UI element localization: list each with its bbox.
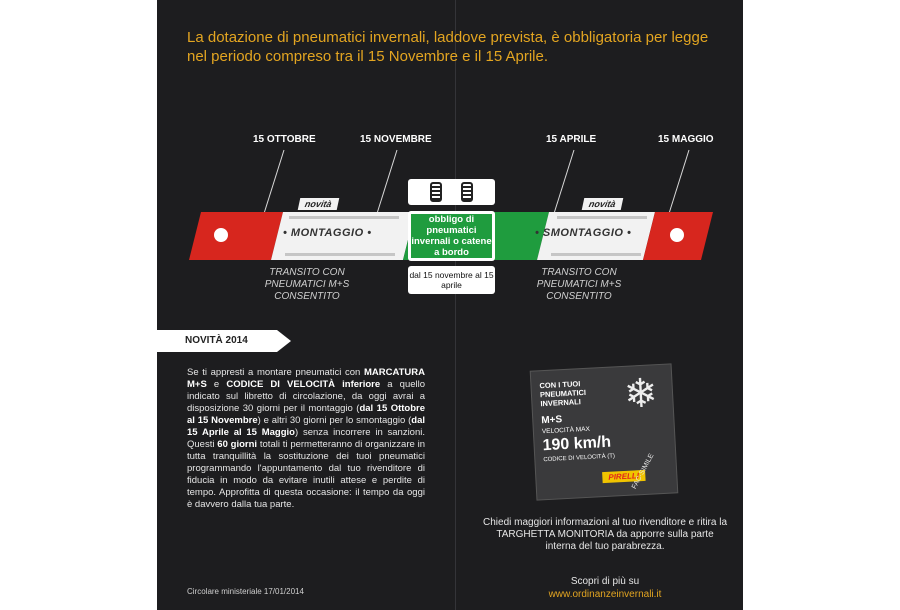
scopri-text: Scopri di più su — [570, 576, 640, 587]
date-15-aprile: 15 APRILE — [546, 134, 597, 145]
obligation-box — [408, 211, 495, 261]
obligation-text: obbligo di pneumatici invernali o catene a bordo — [411, 214, 492, 258]
pirelli-logo: PIRELLI — [602, 470, 645, 483]
pirelli-speed-card — [531, 364, 678, 499]
date-15-maggio: 15 MAGGIO — [658, 134, 714, 145]
date-15-novembre: 15 NOVEMBRE — [360, 134, 432, 145]
montaggio-label: • MONTAGGIO • — [283, 227, 372, 239]
card-velocita: VELOCITÀ MAX — [541, 425, 591, 436]
snowflake-icon: ❄ — [622, 371, 659, 417]
website-link[interactable]: www.ordinanzeinvernali.it — [548, 589, 662, 600]
card-codice: CODICE DI VELOCITÀ (T) — [543, 453, 616, 464]
no-transit-sign-left-icon — [209, 223, 233, 247]
tyres-chains-icon — [408, 179, 495, 205]
smontaggio-label: • SMONTAGGIO • — [535, 227, 632, 239]
card-top-text: CON I TUOI PNEUMATICI INVERNALI — [539, 379, 587, 409]
novita-2014-header: NOVITÀ 2014 — [157, 330, 277, 352]
obligation-period: dal 15 novembre al 15 aprile — [408, 266, 495, 294]
fac-simile-label: FAC-SIMILE — [631, 452, 656, 491]
card-speed: 190 km/h — [542, 433, 612, 455]
winter-tyres-leaflet — [157, 0, 743, 610]
novita-tag-right: novità — [582, 198, 623, 210]
transito-left: TRANSITO CON PNEUMATICI M+S CONSENTITO — [264, 267, 350, 302]
novita-2014-body: Se ti appresti a montare pneumatici con MARCATURA M+S e CODICE DI VELOCITÀ inferiore a quello indicato sul libretto di circolazione, da oggi avrai a disposizione 30 giorni per il montaggio (dal 15 Ottobre al 15 Novembre) e altri 30 giorni per lo smontaggio (dal 15 Aprile al 15 Maggio) senza incorrere in sanzioni. Questi 60 giorni totali ti permetteranno di organizzare in tutta tranquillità la sostituzione dei tuoi pneumatici programmando l'appuntamento dal tuo rivenditore di fiducia in modo da evitare inutili attese e perdite di tempo. Approfitta di questa occasione: il tempo da oggi è davvero dalla tua parte. — [187, 367, 426, 510]
circolare-note: Circolare ministeriale 17/01/2014 — [187, 587, 304, 596]
transito-right: TRANSITO CON PNEUMATICI M+S CONSENTITO — [536, 267, 622, 302]
no-transit-sign-right-icon — [665, 223, 689, 247]
novita-tag-left: novità — [298, 198, 339, 210]
card-ms: M+S — [541, 414, 563, 427]
headline: La dotazione di pneumatici invernali, laddove prevista, è obbligatoria per legge nel periodo compreso tra il 15 Novembre e il 15 Aprile. — [187, 29, 709, 65]
info-text: Chiedi maggiori informazioni al tuo rivenditore e ritira la TARGHETTA MONITORIA da apporre sulla parte interna del tuo parabrezza. — [483, 517, 727, 552]
date-15-ottobre: 15 OTTOBRE — [253, 134, 316, 145]
